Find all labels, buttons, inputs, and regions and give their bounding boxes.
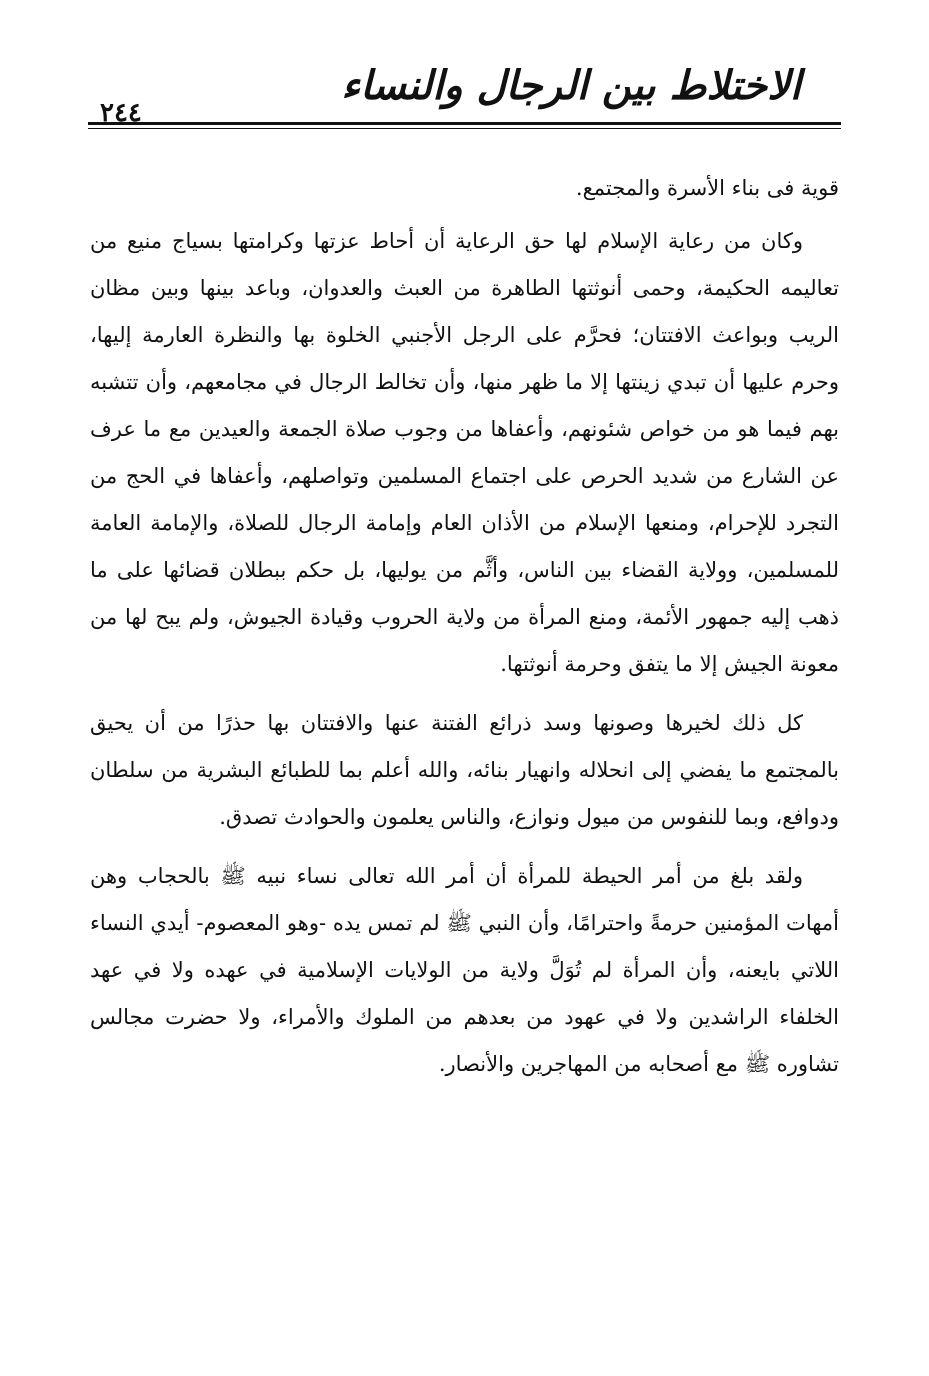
header-rule	[88, 122, 841, 125]
header-rule-thin	[88, 128, 841, 129]
page-body	[90, 165, 839, 1100]
page-header	[88, 62, 841, 132]
paragraph: وكان من رعاية الإسلام لها حق الرعاية أن أحاط عزتها وكرامتها بسياج منيع من تعاليمه الحكيمة، وحمى أنوثتها الطاهرة من العبث والعدوان، وباعد بينها وبين مظان الريب وبواعث الافتتان؛ فحرَّم على الرجل الأجنبي الخلوة بها والنظرة العارمة إليها، وحرم عليها أن تبدي زينتها إلا ما ظهر منها، وأن تخالط الرجال في مجامعهم، وأن تتشبه بهم فيما هو من خواص شئونهم، وأعفاها من وجوب صلاة الجمعة والعيدين مع ما عرف عن الشارع من شديد الحرص على اجتماع المسلمين وتواصلهم، وأعفاها في الحج من التجرد للإحرام، ومنعها الإسلام من الأذان العام وإمامة الرجال للصلاة، والإمامة العامة للمسلمين، وولاية القضاء بين الناس، وأثَّم من يوليها، بل حكم ببطلان قضائها على ما ذهب إليه جمهور الأئمة، ومنع المرأة من ولاية الحروب وقيادة الجيوش، ولم يبح لها من معونة الجيش إلا ما يتفق وحرمة أنوثتها.	[90, 229, 839, 676]
paragraph: ولقد بلغ من أمر الحيطة للمرأة أن أمر الله تعالى نساء نبيه ﷺ بالحجاب وهن أمهات المؤمنين حرمةً واحترامًا، وأن النبي ﷺ لم تمس يده -وهو المعصوم- أيدي النساء اللاتي بايعنه، وأن المرأة لم تُوَلَّ ولاية من الولايات الإسلامية في عهده ولا في عهد الخلفاء الراشدين ولا في عهود من بعدهم من الملوك والأمراء، ولا حضرت مجالس تشاوره ﷺ مع أصحابه من المهاجرين والأنصار.	[90, 864, 839, 1076]
running-title: الاختلاط بين الرجال والنساء	[341, 62, 801, 109]
page-number: ٢٤٤	[100, 98, 142, 128]
paragraph: قوية فى بناء الأسرة والمجتمع.	[575, 176, 839, 200]
paragraph: كل ذلك لخيرها وصونها وسد ذرائع الفتنة عنها والافتتان بها حذرًا من أن يحيق بالمجتمع ما يفضي إلى انحلاله وانهيار بنائه، والله أعلم بما للطبائع البشرية من سلطان ودوافع، وبما للنفوس من ميول ونوازع، والناس يعلمون والحوادث تصدق.	[90, 711, 840, 829]
